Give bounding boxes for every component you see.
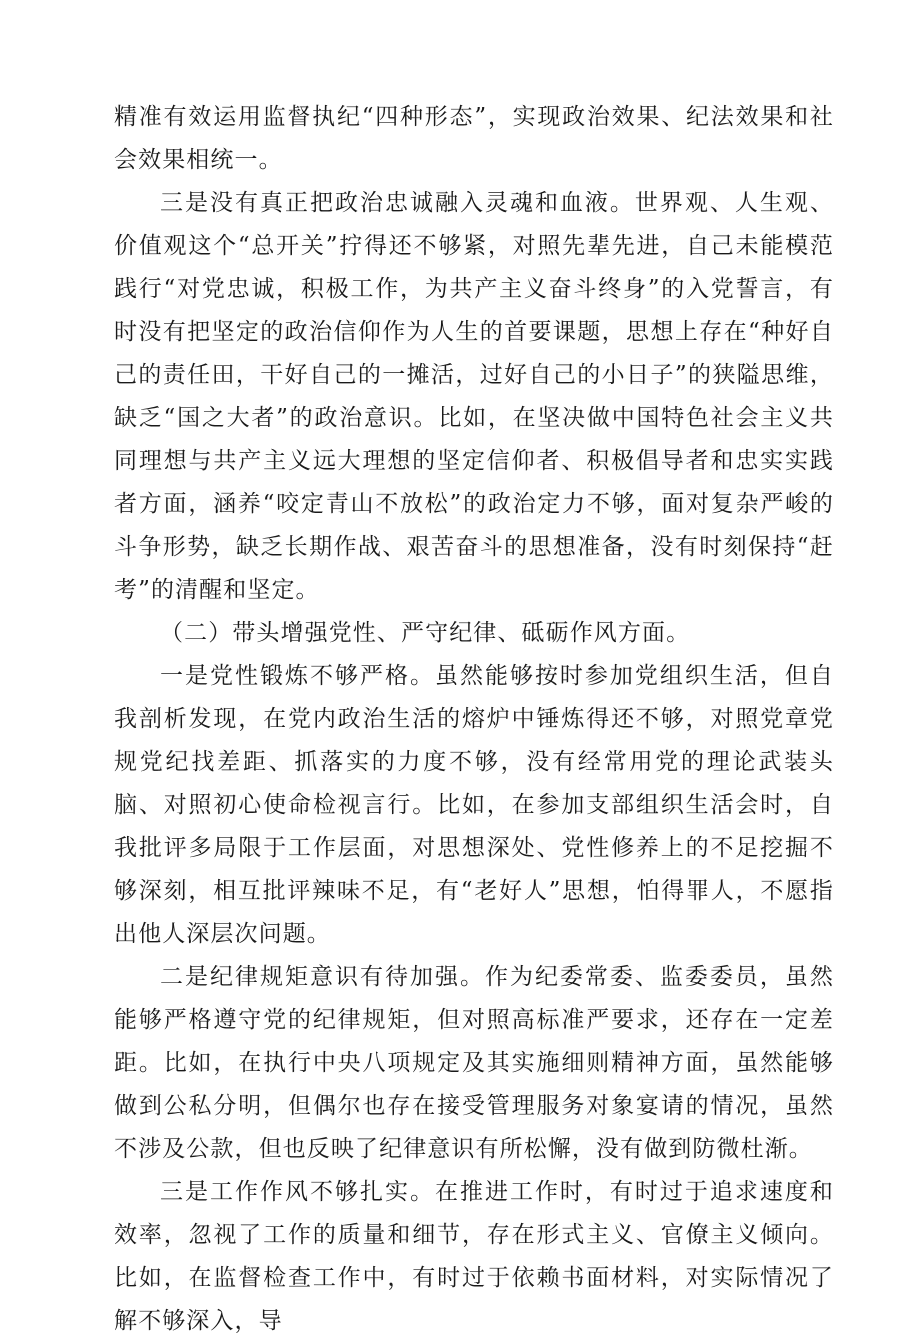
section-heading: （二）带头增强党性、严守纪律、砥砺作风方面。 bbox=[160, 620, 691, 646]
paragraph-political-loyalty: 三是没有真正把政治忠诚融入灵魂和血液。世界观、人生观、价值观这个“总开关”拧得还不够紧，对照先辈先进，自己未能模范践行“对党忠诚，积极工作，为共产主义奋斗终身”的入党誓言，有时没有把坚定的政治信仰作为人生的首要课题，思想上存在“种好自己的责任田，干好自己的一摊活，过好自己的小日子”的狭隘思维，缺乏“国之大者”的政治意识。比如，在坚决做中国特色社会主义共同理想与共产主义远大理想的坚定信仰者、积极倡导者和忠实实践者方面，涵养“咬定青山不放松”的政治定力不够，面对复杂严峻的斗争形势，缺乏长期作战、艰苦奋斗的思想准备，没有时刻保持“赶考”的清醒和坚定。 bbox=[114, 190, 834, 603]
paragraph-party-spirit: 一是党性锻炼不够严格。虽然能够按时参加党组织生活，但自我剖析发现，在党内政治生活的熔炉中锤炼得还不够，对照党章党规党纪找差距、抓落实的力度不够，没有经常用党的理论武装头脑、对照初心使命检视言行。比如，在参加支部组织生活会时，自我批评多局限于工作层面，对思想深处、党性修养上的不足挖掘不够深刻，相互批评辣味不足，有“老好人”思想，怕得罪人，不愿指出他人深层次问题。 bbox=[114, 663, 834, 947]
paragraph-discipline: 二是纪律规矩意识有待加强。作为纪委常委、监委委员，虽然能够严格遵守党的纪律规矩，但对照高标准严要求，还存在一定差距。比如，在执行中央八项规定及其实施细则精神方面，虽然能够做到公私分明，但偶尔也存在接受管理服务对象宴请的情况，虽然不涉及公款，但也反映了纪律意识有所松懈，没有做到防微杜渐。 bbox=[114, 964, 834, 1162]
document-page bbox=[114, 96, 834, 1343]
paragraph-continuation: 精准有效运用监督执纪“四种形态”，实现政治效果、纪法效果和社会效果相统一。 bbox=[114, 104, 834, 173]
paragraph-work-style: 三是工作作风不够扎实。在推进工作时，有时过于追求速度和效率，忽视了工作的质量和细节，存在形式主义、官僚主义倾向。比如，在监督检查工作中，有时过于依赖书面材料，对实际情况了解不够深入，导 bbox=[114, 1179, 834, 1334]
